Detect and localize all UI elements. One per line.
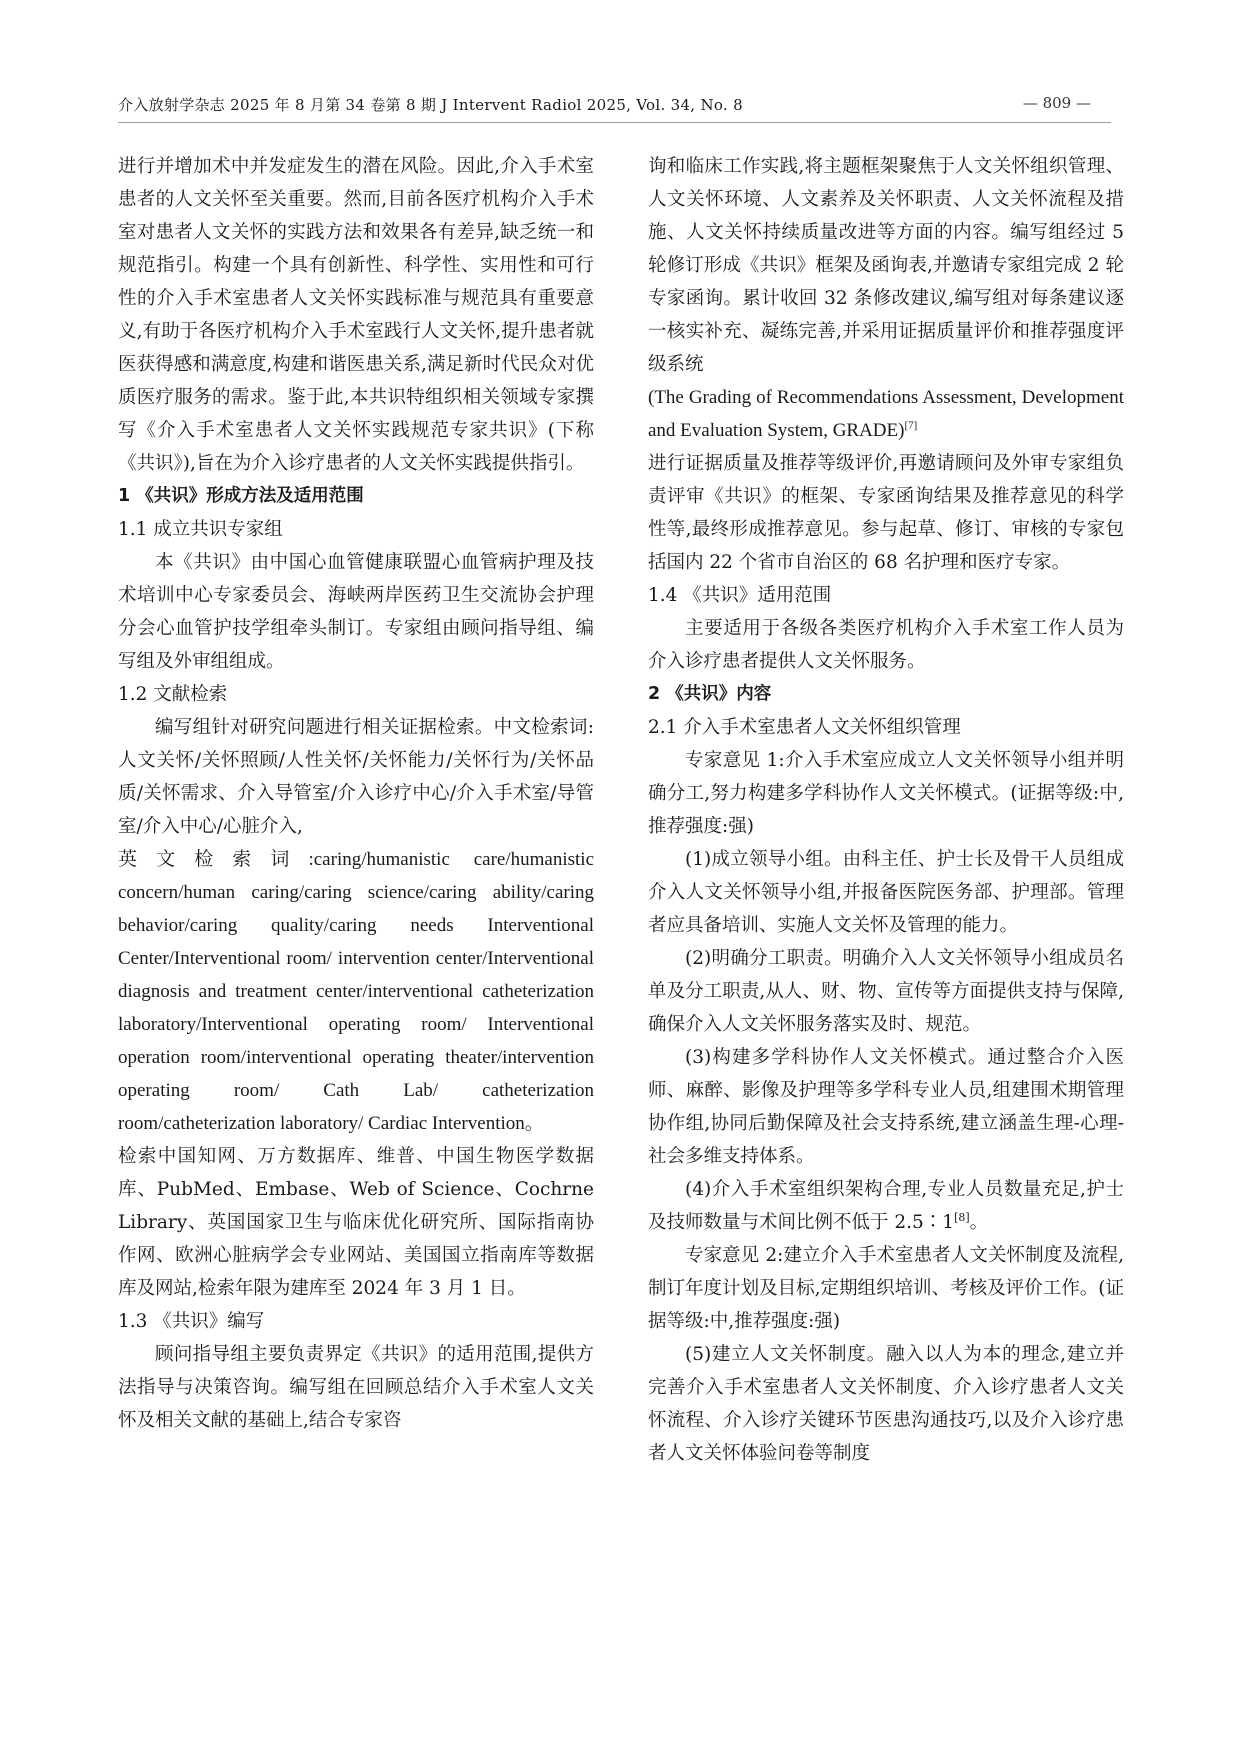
- subsection-1-2-body-db: 检索中国知网、万方数据库、维普、中国生物医学数据库、PubMed、Embase、Web of Science、Cochrne Library、英国国家卫生与临床优化研究所、国际指南协作网、欧洲心脏病学会专业网站、美国国立指南库等数据库及网站,检索年限为建库至 2024 年 3 月 1 日。: [118, 1146, 594, 1299]
- subsection-1-3-body: 顾问指导组主要负责界定《共识》的适用范围,提供方法指导与决策咨询。编写组在回顾总结介入手术室人文关怀及相关文献的基础上,结合专家咨: [118, 1344, 594, 1431]
- subsection-1-3-conclusion: 进行证据质量及推荐等级评价,再邀请顾问及外审专家组负责评审《共识》的框架、专家函询结果及推荐意见的科学性等,最终形成推荐意见。参与起草、修订、审核的专家包括国内 22 个省市自治区的 68 名护理和医疗专家。: [648, 453, 1124, 573]
- subsection-1-3-continued: 询和临床工作实践,将主题框架聚焦于人文关怀组织管理、人文关怀环境、人文素养及关怀职责、人文关怀流程及措施、人文关怀持续质量改进等方面的内容。编写组经过 5 轮修订形成《共识》框架及函询表,并邀请专家组完成 2 轮专家函询。累计收回 32 条修改建议,编写组对每条建议逐一核实补充、凝练完善,并采用证据质量评价和推荐强度评级系统: [648, 156, 1124, 375]
- subsection-2-1-heading: 2.1 介入手术室患者人文关怀组织管理: [648, 717, 961, 738]
- subsection-1-2-body-cn: 编写组针对研究问题进行相关证据检索。中文检索词:人文关怀/关怀照顾/人性关怀/关怀能力/关怀行为/关怀品质/关怀需求、介入导管室/介入诊疗中心/介入手术室/导管室/介入中心/心脏介入,: [118, 717, 594, 837]
- header-divider: [118, 122, 1111, 123]
- expert-opinion-2: 专家意见 2:建立介入手术室患者人文关怀制度及流程,制订年度计划及目标,定期组织培训、考核及评价工作。(证据等级:中,推荐强度:强): [648, 1245, 1124, 1332]
- item-2: (2)明确分工职责。明确介入人文关怀领导小组成员名单及分工职责,从人、财、物、宣传等方面提供支持与保障,确保介入人文关怀服务落实及时、规范。: [648, 948, 1124, 1035]
- section-2-heading: 2 《共识》内容: [648, 684, 772, 704]
- page-number: — 809 —: [1022, 94, 1091, 112]
- journal-header: 介入放射学杂志 2025 年 8 月第 34 卷第 8 期 J Intervent Radiol 2025, Vol. 34, No. 8: [118, 96, 743, 114]
- expert-opinion-1: 专家意见 1:介入手术室应成立人文关怀领导小组并明确分工,努力构建多学科协作人文关怀模式。(证据等级:中,推荐强度:强): [648, 750, 1124, 837]
- subsection-1-1-heading: 1.1 成立共识专家组: [118, 519, 283, 540]
- item-4: [648, 1173, 1124, 1239]
- subsection-1-1-body: 本《共识》由中国心血管健康联盟心血管病护理及技术培训中心专家委员会、海峡两岸医药卫生交流协会护理分会心血管护技学组牵头制订。专家组由顾问指导组、编写组及外审组组成。: [118, 552, 594, 672]
- intro-paragraph: 进行并增加术中并发症发生的潜在风险。因此,介入手术室患者的人文关怀至关重要。然而,目前各医疗机构介入手术室对患者人文关怀的实践方法和效果各有差异,缺乏统一和规范指引。构建一个具有创新性、科学性、实用性和可行性的介入手术室患者人文关怀实践标准与规范具有重要意义,有助于各医疗机构介入手术室践行人文关怀,提升患者就医获得感和满意度,构建和谐医患关系,满足新时代民众对优质医疗服务的需求。鉴于此,本共识特组织相关领域专家撰写《介入手术室患者人文关怀实践规范专家共识》(下称《共识》),旨在为介入诊疗患者的人文关怀实践提供指引。: [118, 156, 594, 474]
- citation-7: [7]: [904, 419, 918, 432]
- section-1-heading: 1 《共识》形成方法及适用范围: [118, 486, 364, 506]
- subsection-1-2-body-en: 英文检索词:caring/humanistic care/humanistic concern/human caring/caring science/caring ability/caring behavior/caring quality/caring needs Interventional Center/Interventional room/ intervention center/Interventional diagnosis and treatment center/interventional catheterization laboratory/Interventional operating room/ Interventional operation room/interventional operating theater/intervention operating room/ Cath Lab/ catheterization room/catheterization laboratory/ Cardiac Intervention。: [118, 849, 594, 1134]
- subsection-1-3-heading: 1.3 《共识》编写: [118, 1311, 265, 1332]
- item-4-end: 。: [969, 1212, 989, 1233]
- subsection-1-4-body: 主要适用于各级各类医疗机构介入手术室工作人员为介入诊疗患者提供人文关怀服务。: [648, 618, 1124, 672]
- item-5: (5)建立人文关怀制度。融入以人为本的理念,建立并完善介入手术室患者人文关怀制度、介入诊疗患者人文关怀流程、介入诊疗关键环节医患沟通技巧,以及介入诊疗患者人文关怀体验问卷等制度: [648, 1344, 1124, 1464]
- item-1: (1)成立领导小组。由科主任、护士长及骨干人员组成介入人文关怀领导小组,并报备医院医务部、护理部。管理者应具备培训、实施人文关怀及管理的能力。: [648, 849, 1124, 936]
- citation-8: [8]: [954, 1210, 970, 1224]
- right-column: [648, 150, 1124, 1470]
- grade-text: (The Grading of Recommendations Assessment, Development and Evaluation System, GRADE): [648, 387, 1124, 441]
- subsection-1-2-heading: 1.2 文献检索: [118, 684, 228, 705]
- item-3: (3)构建多学科协作人文关怀模式。通过整合介入医师、麻醉、影像及护理等多学科专业人员,组建围术期管理协作组,协同后勤保障及社会支持系统,建立涵盖生理-心理-社会多维支持体系。: [648, 1047, 1124, 1167]
- grade-english: [648, 381, 1124, 447]
- item-4-text: (4)介入手术室组织架构合理,专业人员数量充足,护士及技师数量与术间比例不低于 2.5∶1: [648, 1179, 1124, 1233]
- subsection-1-4-heading: 1.4 《共识》适用范围: [648, 585, 832, 606]
- left-column: [118, 150, 594, 1437]
